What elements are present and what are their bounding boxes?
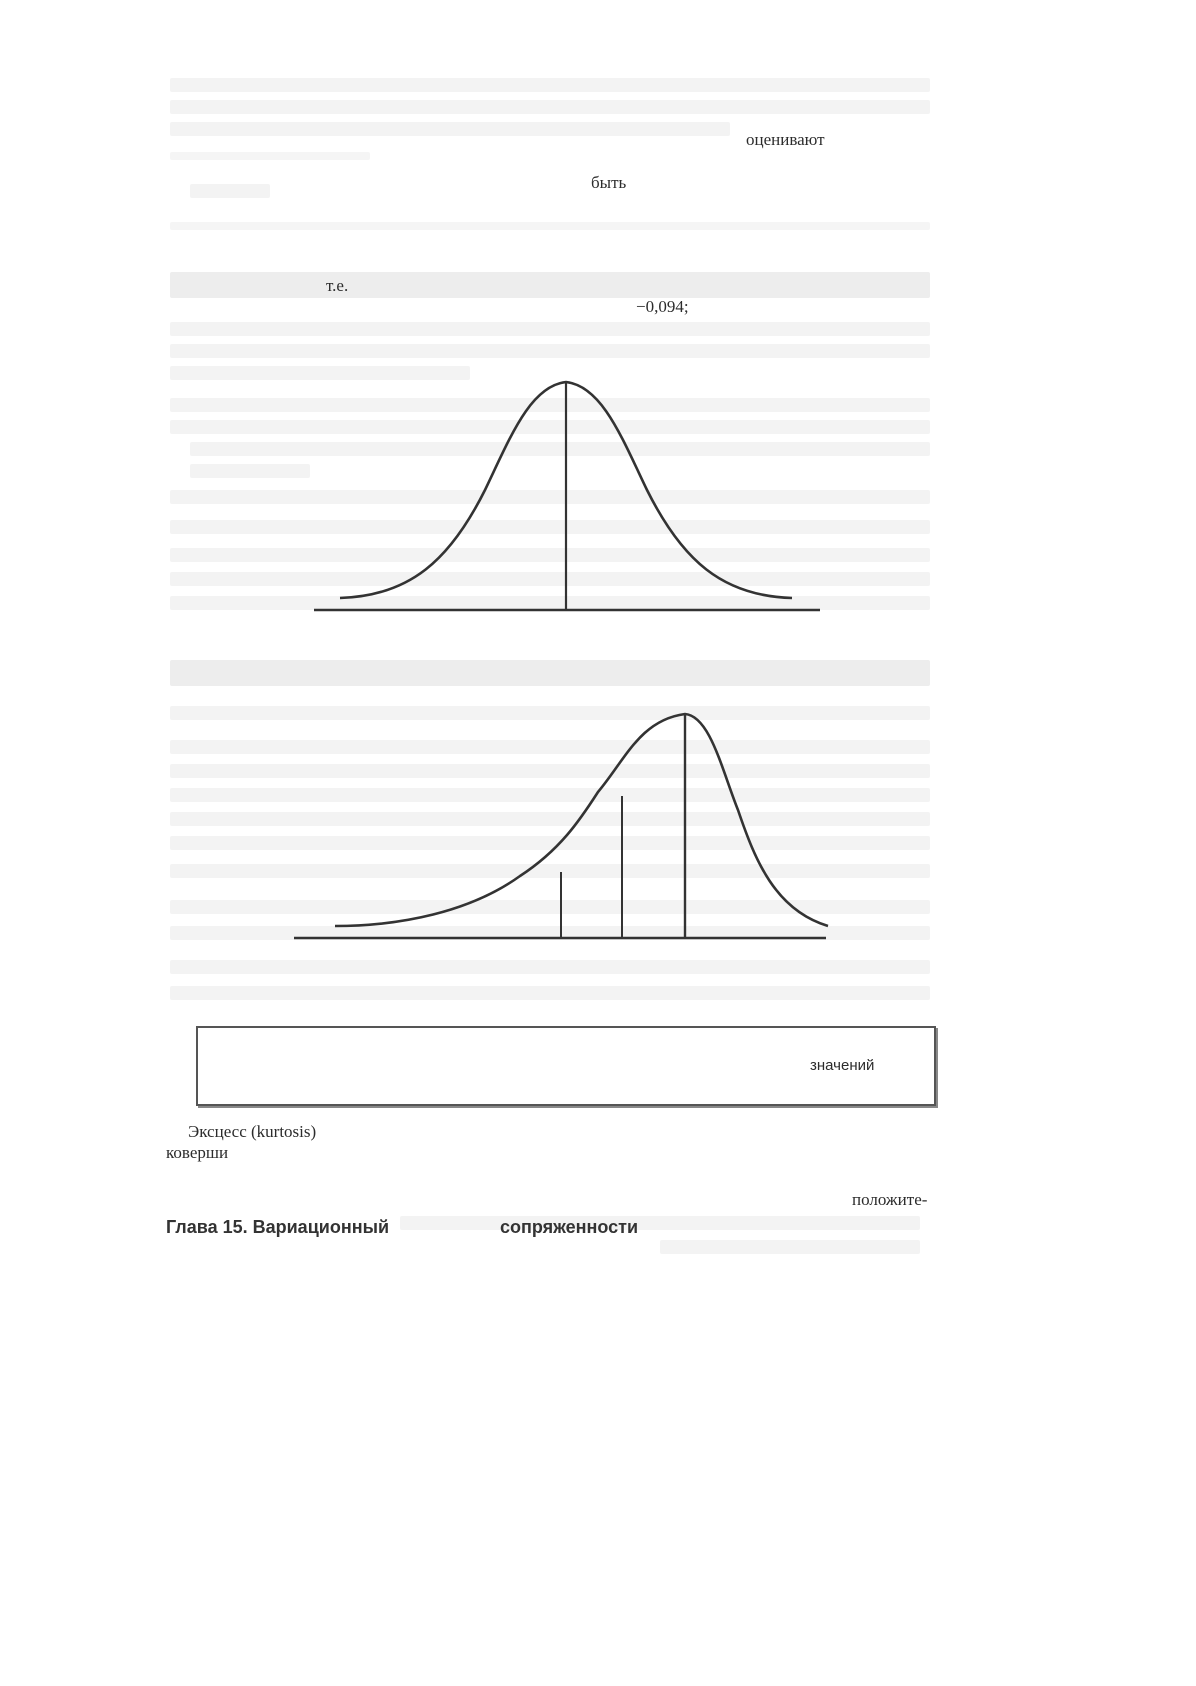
- bleed-through-line: [170, 322, 930, 336]
- kurtosis-paragraph: [188, 1122, 316, 1142]
- bleed-through-line: [170, 344, 930, 358]
- kurtosis-line-2: коверши: [166, 1143, 229, 1162]
- bleed-through-line: [170, 78, 930, 92]
- kurtosis-term-en: (kurtosis): [251, 1122, 317, 1141]
- fragment-estimate: оценивают: [746, 130, 825, 149]
- bleed-through-heading: [170, 272, 930, 298]
- bleed-through-line: [170, 222, 930, 230]
- footer-chapter: Глава 15. Вариационный: [166, 1217, 390, 1237]
- bleed-through-line: [190, 184, 270, 198]
- figure-2-curve: [335, 714, 828, 926]
- bleed-through-line: [170, 152, 370, 160]
- bleed-through-line: [660, 1240, 920, 1254]
- bleed-through-line: [400, 1216, 920, 1230]
- fragment-value: −0,094;: [636, 297, 689, 316]
- bleed-through-line: [170, 122, 730, 136]
- fragment-ie: т.е.: [326, 276, 349, 295]
- footer-section: сопряженности: [500, 1217, 639, 1237]
- bleed-through-line: [170, 100, 930, 114]
- kurtosis-positive: положите-: [852, 1190, 928, 1209]
- bleed-through-line: [170, 986, 930, 1000]
- bleed-through-line: [170, 960, 930, 974]
- bleed-through-heading: [170, 660, 930, 686]
- symmetric-distribution-figure: [300, 370, 840, 630]
- bleed-through-line: [190, 464, 310, 478]
- note-box-text: значений: [810, 1057, 875, 1074]
- fragment-be: быть: [591, 173, 627, 192]
- kurtosis-term: Эксцесс: [188, 1122, 247, 1141]
- skewed-distribution-figure: [280, 700, 840, 950]
